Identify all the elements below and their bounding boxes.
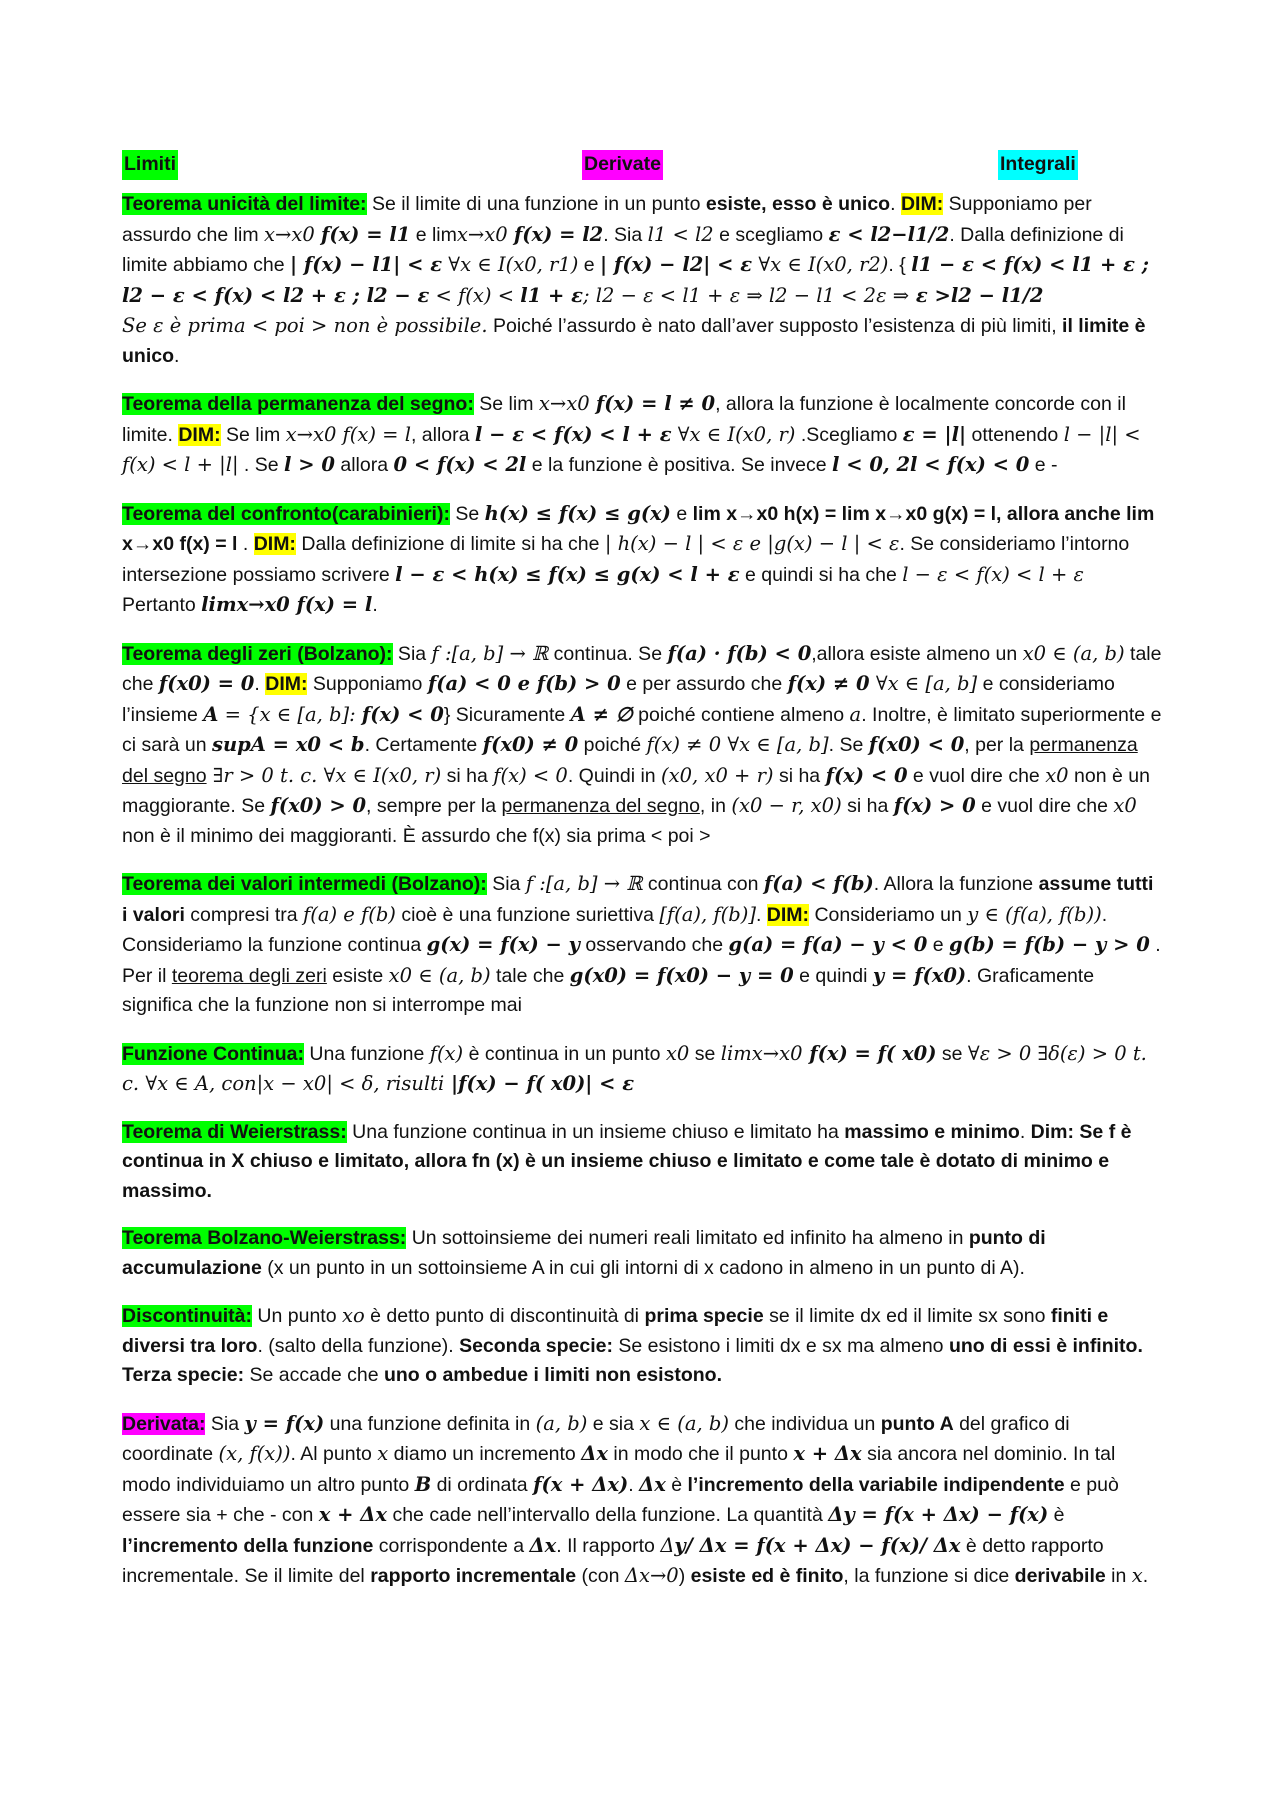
header-derivate: Derivate <box>582 150 663 180</box>
section-weierstrass: Teorema di Weierstrass: Una funzione continua in un insieme chiuso e limitato ha massimo e minimo. Dim: Se f è continua in X chiuso e limitato, allora fn (x) è un insieme chiuso e limitato e come tale è dotato di minimo e massimo. <box>122 1120 1132 1202</box>
section-bolzano-weierstrass: Teorema Bolzano-Weierstrass: Un sottoinsieme dei numeri reali limitato ed infinito ha almeno in punto di accumulazione (x un punto in un sottoinsieme A in cui gli intorni di x cadono in almeno in un punto di A). <box>122 1227 1046 1279</box>
section-title: Teorema Bolzano-Weierstrass: <box>122 1227 407 1249</box>
section-continua: Funzione Continua: Una funzione f(x) è continua in un punto x0 se limx→x0 f(x) = f( x0) se ∀ε > 0 ∃δ(ε) > 0 t. c. ∀x ∈ A, con|x − x0| < δ, risulti |f(x) − f( x0)| < ε <box>122 1041 1147 1095</box>
header-integrali: Integrali <box>998 150 1078 180</box>
section-title: Teorema del confronto(carabinieri): <box>122 502 450 525</box>
document-page <box>122 150 1162 1610</box>
dim-label: DIM: <box>178 423 221 446</box>
section-permanenza: Teorema della permanenza del segno: Se lim x→x0 f(x) = l ≠ 0, allora la funzione è localmente concorde con il limite. DIM: Se lim x→x0 f(x) = l, allora l − ε < f(x) < l + ε ∀x ∈ I(x0, r) .Scegliamo ε = |l| ottenendo l − |l| < f(x) < l + |l| . Se l > 0 allora 0 < f(x) < 2l e la funzione è positiva. Se invece l < 0, 2l < f(x) < 0 e - <box>122 392 1141 476</box>
section-title: Funzione Continua: <box>122 1042 304 1065</box>
section-zeri: Teorema degli zeri (Bolzano): Sia f :[a, b] → ℝ continua. Se f(a) · f(b) < 0,allora esiste almeno un x0 ∈ (a, b) tale che f(x0) = 0. DIM: Supponiamo f(a) < 0 e f(b) > 0 e per assurdo che f(x) ≠ 0 ∀x ∈ [a, b] e consideriamo l’insieme A = {x ∈ [a, b]: f(x) < 0} Sicuramente A ≠ ∅ poiché contiene almeno a. Inoltre, è limitato superiormente e ci sarà un supA = x0 < b. Certamente f(x0) ≠ 0 poiché f(x) ≠ 0 ∀x ∈ [a, b]. Se f(x0) < 0, per la permanenza del segno ∃r > 0 t. c. ∀x ∈ I(x0, r) si ha f(x) < 0. Quindi in (x0, x0 + r) si ha f(x) < 0 e vuol dire che x0 non è un maggiorante. Se f(x0) > 0, sempre per la permanenza del segno, in (x0 − r, x0) si ha f(x) > 0 e vuol dire che x0 non è il minimo dei maggioranti. È assurdo che f(x) sia prima < poi > <box>122 641 1162 847</box>
header-limiti: Limiti <box>122 150 178 180</box>
dim-label: DIM: <box>265 673 308 695</box>
section-derivata: Derivata: Sia y = f(x) una funzione definita in (a, b) e sia x ∈ (a, b) che individua un punto A del grafico di coordinate (x, f(x)). Al punto x diamo un incremento Δx in modo che il punto x + Δx sia ancora nel dominio. In tal modo individuiamo un altro punto B di ordinata f(x + Δx). Δx è l’incremento della variabile indipendente e può essere sia + che - con x + Δx che cade nell’intervallo della funzione. La quantità Δy = f(x + Δx) − f(x) è l’incremento della funzione corrispondente a Δx. Il rapporto Δy/ Δx = f(x + Δx) − f(x)/ Δx è detto rapporto incrementale. Se il limite del rapporto incrementale (con Δx→0) esiste ed è finito, la funzione si dice derivabile in x. <box>122 1411 1149 1587</box>
section-title: Teorema degli zeri (Bolzano): <box>122 642 393 665</box>
section-intermedi: Teorema dei valori intermedi (Bolzano): Sia f :[a, b] → ℝ continua con f(a) < f(b). Allora la funzione assume tutti i valori compresi tra f(a) e f(b) cioè è una funzione suriettiva [f(a), f(b)]. DIM: Consideriamo un y ∈ (f(a), f(b)). Consideriamo la funzione continua g(x) = f(x) − y osservando che g(a) = f(a) − y < 0 e g(b) = f(b) − y > 0 . Per il teorema degli zeri esiste x0 ∈ (a, b) tale che g(x0) = f(x0) − y = 0 e quindi y = f(x0). Graficamente significa che la funzione non si interrompe mai <box>122 872 1161 1016</box>
dim-label: DIM: <box>253 533 296 555</box>
dim-label: DIM: <box>766 903 810 926</box>
section-title: Teorema della permanenza del segno: <box>122 393 474 415</box>
section-discontinuita: Discontinuità: Un punto xo è detto punto di discontinuità di prima specie se il limite dx ed il limite sx sono finiti e diversi tra loro. (salto della funzione). Seconda specie: Se esistono i limiti dx e sx ma almeno uno di essi è infinito. Terza specie: Se accade che uno o ambedue i limiti non esistono. <box>122 1304 1143 1386</box>
section-title: Teorema unicità del limite: <box>122 193 367 215</box>
section-unicita: Teorema unicità del limite: Se il limite di una funzione in un punto esiste, esso è unico. DIM: Supponiamo per assurdo che lim x→x0 f(x) = l1 e limx→x0 f(x) = l2. Sia l1 < l2 e scegliamo ε < l2−l1/2. Dalla definizione di limite abbiamo che | f(x) − l1| < ε ∀x ∈ I(x0, r1) e | f(x) − l2| < ε ∀x ∈ I(x0, r2). { l1 − ε < f(x) < l1 + ε ; l2 − ε < f(x) < l2 + ε ; l2 − ε < f(x) < l1 + ε; l2 − ε < l1 + ε ⇒ l2 − l1 < 2ε ⇒ ε >l2 − l1/2 Se ε è prima < poi > non è possibile. Poiché l’assurdo è nato dall’aver supposto l’esistenza di più limiti, il limite è unico. <box>122 193 1149 367</box>
section-title: Derivata: <box>122 1412 206 1435</box>
section-confronto: Teorema del confronto(carabinieri): Se h(x) ≤ f(x) ≤ g(x) e lim x→x0 h(x) = lim x→x0 g(x) = l, allora anche lim x→x0 f(x) = l . DIM: Dalla definizione di limite si ha che | h(x) − l | < ε e |g(x) − l | < ε. Se consideriamo l’intorno intersezione possiamo scrivere l − ε < h(x) ≤ f(x) ≤ g(x) < l + ε e quindi si ha che l − ε < f(x) < l + ε Pertanto limx→x0 f(x) = l. <box>122 501 1155 616</box>
section-title: Discontinuità: <box>122 1305 252 1327</box>
header-row <box>122 150 1162 184</box>
dim-label: DIM: <box>900 193 944 215</box>
section-title: Teorema dei valori intermedi (Bolzano): <box>122 873 487 895</box>
section-title: Teorema di Weierstrass: <box>122 1120 347 1143</box>
